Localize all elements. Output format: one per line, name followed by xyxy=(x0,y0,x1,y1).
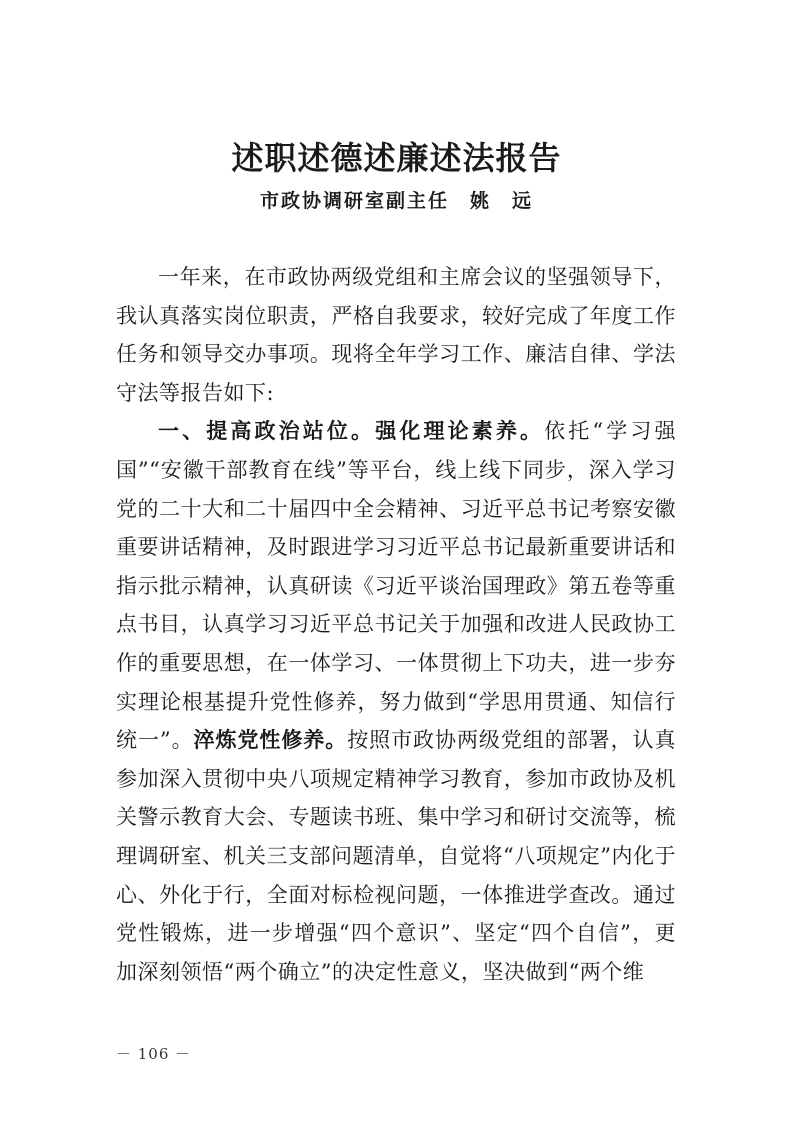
page-number: － 106 － xyxy=(116,1045,192,1063)
intro-paragraph: 一年来，在市政协两级党组和主席会议的坚强领导下，我认真落实岗位职责，严格自我要求，较好完成了年度工作任务和领导交办事项。现将全年学习工作、廉洁自律、学法守法等报告如下: xyxy=(116,265,676,405)
section-1-paragraph xyxy=(116,412,676,991)
section-1-subheading-1: 强化理论素养。 xyxy=(375,418,545,444)
section-1-heading: 一、提高政治站位。 xyxy=(158,418,376,444)
document-title: 述职述德述廉述法报告 xyxy=(231,139,562,177)
author-line: 市政协调研室副主任 姚 远 xyxy=(259,190,533,212)
section-1-text-1: 依托“学习强国”“安徽干部教育在线”等平台，线上线下同步，深入学习党的二十大和二十届四中全会精神、习近平总书记考察安徽重要讲话精神，及时跟进学习习近平总书记最新重要讲话和指示批示精神，认真研读《习近平谈治国理政》第五卷等重点书目，认真学习习近平总书记关于加强和改进人民政协工作的重要思想，在一体学习、一体贯彻上下功夫，进一步夯实理论根基提升党性修养，努力做到“学思用贯通、知信行统一”。 xyxy=(116,419,676,753)
section-1-text-2: 按照市政协两级党组的部署，认真参加深入贯彻中央八项规定精神学习教育，参加市政协及机关警示教育大会、专题读书班、集中学习和研讨交流等，梳理调研室、机关三支部问题清单，自觉将“八项规定”内化于心、外化于行，全面对标检视问题，一体推进学查改。通过党性锻炼，进一步增强“四个意识”、坚定“四个自信”，更加深刻领悟“两个确立”的决定性意义，坚决做到“两个维 xyxy=(116,728,677,984)
document-body xyxy=(116,258,676,991)
section-1-subheading-2: 淬炼党性修养。 xyxy=(193,727,348,753)
